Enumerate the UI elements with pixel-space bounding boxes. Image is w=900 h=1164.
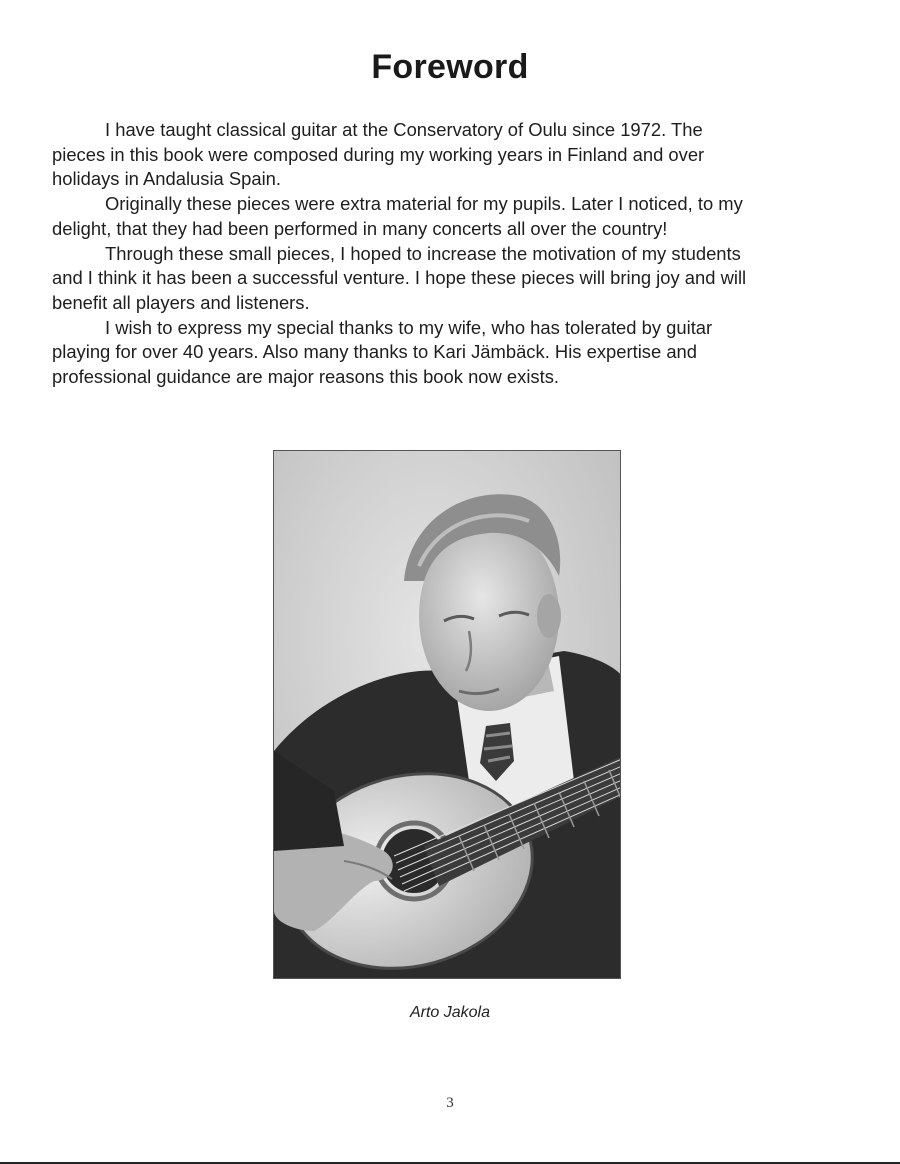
page-number: 3 bbox=[446, 1095, 454, 1111]
paragraph-3-line-2: and I think it has been a successful venture. I hope these pieces will bring joy and will bbox=[52, 267, 747, 289]
paragraph-4-line-3: professional guidance are major reasons this book now exists. bbox=[52, 366, 560, 388]
ear bbox=[537, 594, 561, 638]
paragraph-1-line-1: I have taught classical guitar at the Conservatory of Oulu since 1972. The bbox=[105, 119, 703, 140]
paragraph-2-line-2: delight, that they had been performed in many concerts all over the country! bbox=[52, 217, 668, 239]
foreword-body bbox=[52, 118, 852, 390]
author-photo bbox=[273, 450, 621, 979]
page-title: Foreword bbox=[371, 48, 529, 86]
paragraph-2-line-1: Originally these pieces were extra material for my pupils. Later I noticed, to my bbox=[105, 193, 743, 215]
paragraph-4-line-2: playing for over 40 years. Also many thanks to Kari Jämbäck. His expertise and bbox=[52, 341, 698, 363]
guitarist-photo-illustration bbox=[274, 451, 621, 979]
paragraph-3-line-3: benefit all players and listeners. bbox=[52, 291, 310, 313]
paragraph-4-line-1: I wish to express my special thanks to my wife, who has tolerated by guitar bbox=[105, 316, 713, 338]
paragraph-1-line-3: holidays in Andalusia Spain. bbox=[52, 168, 282, 190]
photo-caption: Arto Jakola bbox=[409, 1004, 491, 1021]
paragraph-1-line-2: pieces in this book were composed during my working years in Finland and over bbox=[52, 143, 705, 165]
paragraph-3-line-1: Through these small pieces, I hoped to increase the motivation of my students bbox=[105, 242, 741, 264]
